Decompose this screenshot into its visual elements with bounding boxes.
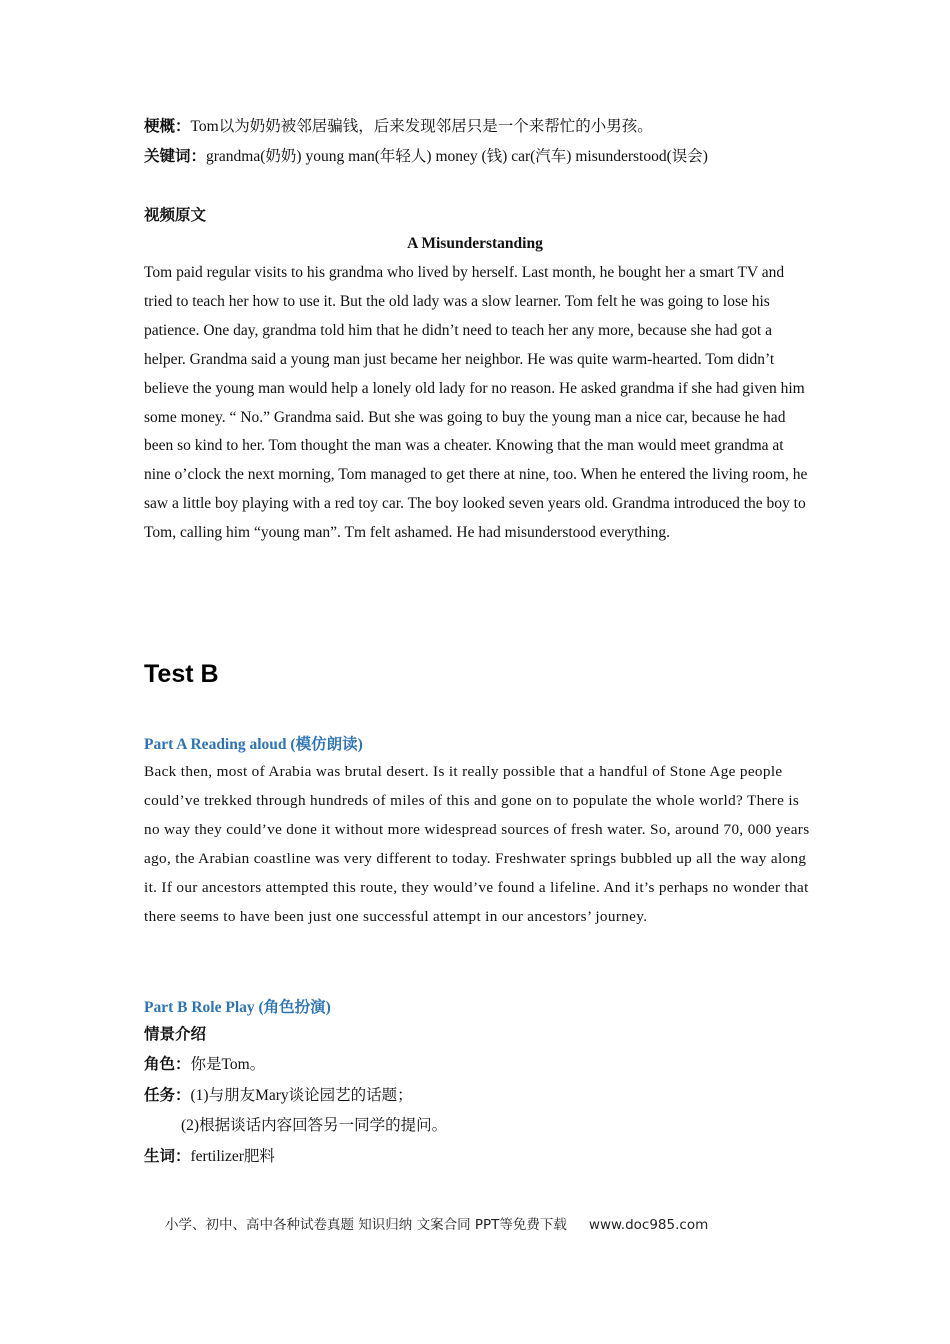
summary-line (144, 117, 653, 137)
part-a-heading: Part A Reading aloud (模仿朗读) (144, 736, 363, 753)
task-item-2: (2)根据谈话内容回答另一同学的提问。 (181, 1117, 448, 1134)
video-heading: 视频原文 (144, 207, 207, 224)
task-label: 任务： (144, 1087, 191, 1104)
summary-text: Tom以为奶奶被邻居骗钱，后来发现邻居只是一个来帮忙的小男孩。 (190, 118, 653, 135)
vocab-text: fertilizer肥料 (190, 1148, 275, 1165)
role-label: 角色： (144, 1056, 191, 1073)
vocab-label: 生词： (144, 1148, 191, 1165)
story-title: A Misunderstanding (407, 235, 543, 252)
footer-text: 小学、初中、高中各种试卷真题 知识归纳 文案合同 PPT等免费下载 (165, 1217, 567, 1233)
part-b-heading: Part B Role Play (角色扮演) (144, 999, 331, 1016)
summary-label: 梗概： (144, 118, 191, 135)
vocab-line (144, 1147, 275, 1167)
task-line (144, 1086, 413, 1106)
story-body: Tom paid regular visits to his grandma who lived by herself. Last month, he bought her a smart TV and tried to teach her how to use it. But the old lady was a slow learner. Tom felt he was going to lose his patience. One day, grandma told him that he didn’t need to teach her any more, because she had got a helper. Grandma said a young man just became her neighbor. He was quite warm-hearted. Tom didn’t believe the young man would help a lonely old lady for no reason. He asked grandma if she had given him some money. “ No.” Grandma said. But she was going to buy the young man a nice car, because he had been so kind to her. Tom thought the man was a cheater. Knowing that the man would meet grandma at nine o’clock the next morning, Tom managed to get there at nine, too. When he entered the living room, he saw a little boy playing with a red toy car. The boy looked seven years old. Grandma introduced the boy to Tom, calling him “young man”. Tm felt ashamed. He had misunderstood everything. (144, 264, 808, 542)
keywords-line (144, 147, 708, 167)
task-item-1: (1)与朋友Mary谈论园艺的话题； (190, 1087, 413, 1104)
role-text: 你是Tom。 (190, 1056, 266, 1073)
keywords-label: 关键词： (144, 148, 207, 165)
footer-url: www.doc985.com (588, 1217, 709, 1233)
scenario-intro-heading: 情景介绍 (144, 1026, 207, 1043)
reading-aloud-passage: Back then, most of Arabia was brutal desert. Is it really possible that a handful of Stone Age people could’ve trekked through hundreds of miles of this and gone on to populate the whole world? There is no way they could’ve done it without more widespread sources of fresh water. So, around 70, 000 years ago, the Arabian coastline was very different to today. Freshwater springs bubbled up all the way along it. If our ancestors attempted this route, they would’ve found a lifeline. And it’s perhaps no wonder that there seems to have been just one successful attempt in our ancestors’ journey. (144, 763, 810, 925)
keywords-text: grandma(奶奶) young man(年轻人) money (钱) car(汽车) misunderstood(误会) (206, 148, 708, 165)
role-line (144, 1055, 265, 1075)
section-heading-test-b: Test B (144, 660, 219, 688)
page-footer (165, 1213, 708, 1233)
